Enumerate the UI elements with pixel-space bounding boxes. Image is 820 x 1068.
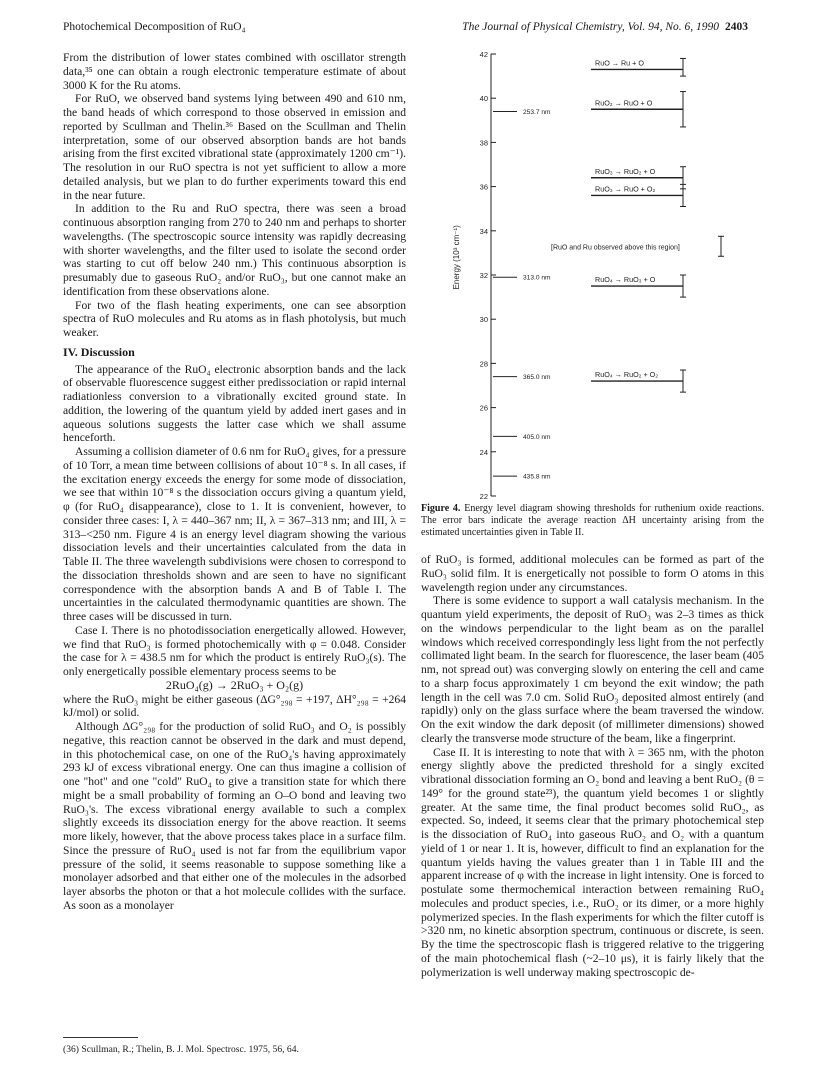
- reaction-label: RuO₄ → RuO₃ + O: [595, 275, 656, 285]
- figure-caption: [421, 503, 764, 539]
- y-tick-label: 26: [479, 403, 488, 413]
- equation: 2RuO₄(g) → 2RuO₃ + O₂(g): [165, 677, 304, 692]
- y-tick-label: 38: [479, 138, 488, 148]
- energy-level-svg: [421, 46, 766, 501]
- wavelength-label: 435.8 nm: [523, 473, 551, 481]
- paragraph: Assuming a collision diameter of 0.6 nm for RuO₄ gives, for a pressure of 10 Torr, a mean time between collisions of about 10⁻⁸ s. In all cases, if the excitation energy exceeds the energy for some mode of dissociation, we see that within 10⁻⁸ s the dissociation occurs giving a quantum yield, φ (for RuO₄ disappearance), close to 1. It is convenient, however, to consider three cases: I, λ = 440–367 nm; II, λ = 367–313 nm; and III, λ = 313–<250 nm. Figure 4 is an energy level diagram showing the various dissociation levels and their uncertainties calculated from the data in Table II. The three wavelength subdivisions were chosen to correspond to the dissociation thresholds shown and are seen to have no significant correspondence with the absorption bands A and B of Table I. The uncertainties in the calculated thermodynamic quantities are shown. The three cases will be discussed in turn.: [63, 445, 406, 623]
- reaction-label: RuO₃ → RuO₂ + O: [595, 166, 656, 176]
- paragraph: Although ΔG°₂₉₈ for the production of solid RuO₃ and O₂ is possibly negative, this reaction cannot be observed in the dark and must depend, in this photochemical case, on one of the RuO₄'s having approximately 293 kJ of excess vibrational energy. One can thus imagine a collision of one "hot" and one "cold" RuO₄ to give a transition state for which there might be a small probability of forming an O–O bond and leaving two RuO₃'s. The excess vibrational energy available to such a complex slightly exceeds its dissociation energy for the above reaction. It seems more likely, however, that the above process takes place in a surface film. Since the pressure of RuO₄ used is not far from the equilibrium vapor pressure of the solid, it seems reasonable to suppose something like a monolayer adsorbed and that either one of the molecules in the adsorbed layer absorbs the photon or that a hot molecule collides with the surface. As soon as a monolayer: [63, 720, 406, 912]
- paragraph: of RuO₃ is formed, additional molecules can be formed as part of the RuO₃ solid film. It is energetically not possible to form O atoms in this wavelength region under any circumstances.: [421, 553, 764, 594]
- page-number: 2403: [725, 21, 748, 33]
- y-tick-label: 22: [479, 492, 488, 501]
- footnote: (36) Scullman, R.; Thelin, B. J. Mol. Spectrosc. 1975, 56, 64.: [63, 1044, 299, 1055]
- journal-citation: The Journal of Physical Chemistry, Vol. 94, No. 6, 1990: [462, 21, 719, 33]
- left-column: [63, 51, 406, 913]
- wavelength-label: 405.0 nm: [523, 433, 551, 441]
- paragraph: Case I. There is no photodissociation energetically allowed. However, we find that RuO₃ is formed photochemically with φ = 0.048. Consider the case for λ = 438.5 nm for which the product is entirely RuO₃(s). The only energetically possible elementary process seems to be: [63, 623, 406, 678]
- reaction-label: RuO₃ → RuO + O₂: [595, 184, 656, 194]
- paragraph: For RuO, we observed band systems lying between 490 and 610 nm, the band heads of which correspond to those observed in emission and reported by Scullman and Thelin.³⁶ Based on the Scullman and Thelin interpretation, some of our observed absorption bands are hot bands arising from the first excited vibrational state (approximately 1200 cm⁻¹). The resolution in our RuO spectra is not yet sufficient to allow a more detailed analysis, but we plan to do further experiments toward this end in the near future.: [63, 92, 406, 202]
- y-tick-label: 42: [479, 50, 488, 59]
- y-tick-label: 34: [479, 226, 488, 236]
- footnote-divider: [63, 1037, 138, 1038]
- paragraph: Case II. It is interesting to note that with λ = 365 nm, with the photon energy slightly above the predicted threshold for a singly excited vibrational dissociation forming an O₂ bond and leaving a bent RuO₂ (θ = 149° for the ground state²³), the quantum yield becomes 1 or slightly greater. At the same time, the final product becomes solid RuO₂, as expected. So, indeed, it seems clear that the primary photochemical step is the dissociation of RuO₄ into gaseous RuO₂ and O₂ with a quantum yield of 1 or near 1. It is, however, difficult to find an explanation for the quantum yields having the values greater than 1 in Table III and the apparent increase of φ with the increase in light intensity. One is forced to postulate some thermochemical interaction between remaining RuO₄ molecules and product species, i.e., RuO₂ or its dimer, or a more highly polymerized species. In the flash experiments for which the filter cutoff is >320 nm, no kinetic absorption spectrum, continuous or discrete, is seen. By the time the spectroscopic flash is triggered relative to the triggering of the main photochemical flash (~2–10 μs), it is fairly likely that the polymerization is well underway making spectroscopic de-: [421, 745, 764, 979]
- caption-text: Energy level diagram showing thresholds for ruthenium oxide reactions. The error bars indicate the average reaction ΔH uncertainty arising from the estimated uncertainties given in Table II.: [421, 503, 765, 538]
- y-tick-label: 40: [479, 94, 488, 104]
- wavelength-label: 313.0 nm: [523, 274, 551, 282]
- paragraph: From the distribution of lower states combined with oscillator strength data,³⁵ one can obtain a rough electronic temperature estimate of about 3000 K for the Ru atoms.: [63, 51, 406, 92]
- reaction-label: RuO₂ → RuO + O: [595, 98, 653, 108]
- y-tick-label: 30: [479, 315, 488, 325]
- right-column: [421, 553, 764, 979]
- paragraph: where the RuO₃ might be either gaseous (ΔG°₂₉₈ = +197, ΔH°₂₉₈ = +264 kJ/mol) or solid.: [63, 692, 406, 720]
- running-header-journal: [462, 21, 748, 33]
- paragraph: The appearance of the RuO₄ electronic absorption bands and the lack of observable fluorescence suggest either predissociation or rapid internal radiationless conversion to a vibrationally excited ground state. In addition, the lowering of the quantum yield by added inert gases and in aqueous solutions suggests the latter case which we shall assume henceforth.: [63, 362, 406, 445]
- reaction-label: RuO → Ru + O: [595, 58, 644, 68]
- paragraph: For two of the flash heating experiments, one can see absorption spectra of RuO molecules and Ru atoms as in flash photolysis, but much weaker.: [63, 298, 406, 339]
- y-tick-label: 24: [479, 447, 488, 457]
- y-axis-label: Energy (10³ cm⁻¹): [452, 225, 461, 290]
- caption-label: Figure 4.: [421, 503, 461, 514]
- wavelength-label: 253.7 nm: [523, 108, 551, 116]
- energy-level-diagram: [421, 46, 766, 501]
- paragraph: In addition to the Ru and RuO spectra, there was seen a broad continuous absorption ranging from 270 to 240 nm and perhaps to shorter wavelengths. (The spectroscopic source intensity was rapidly decreasing with shorter wavelengths, and the filter used to isolate the second order was starting to cut off below 240 nm.) This continuous absorption is presumably due to gaseous RuO₂ and/or RuO₃, but one cannot make an identification from these observations alone.: [63, 202, 406, 298]
- region-note: [RuO and Ru observed above this region]: [551, 244, 680, 252]
- reaction-label: RuO₄ → RuO₂ + O₂: [595, 370, 659, 380]
- section-heading: IV. Discussion: [63, 344, 135, 359]
- y-tick-label: 28: [479, 359, 488, 369]
- y-tick-label: 32: [479, 271, 488, 280]
- wavelength-label: 365.0 nm: [523, 374, 551, 382]
- running-header-title: Photochemical Decomposition of RuO₄: [63, 21, 246, 33]
- y-tick-label: 36: [479, 182, 488, 192]
- paragraph: There is some evidence to support a wall catalysis mechanism. In the quantum yield experiments, the deposit of RuO₃ was 2–3 times as thick on the windows perpendicular to the light beam as on the parallel windows which received correspondingly less light from the not perfectly collimated light beam. In the search for fluorescence, the laser beam (405 nm, not spread out) was converging slowly on entering the cell and came to a sharp focus approximately 1 cm beyond the exit window; the path length in the cell was 7.0 cm. Solid RuO₃ deposited almost entirely (and rapidly) only on the glass surface where the beam traversed the window. On the exit window the dark deposit (of millimeter dimensions) showed clearly the transverse mode structure of the beam, like a fingerprint.: [421, 594, 764, 745]
